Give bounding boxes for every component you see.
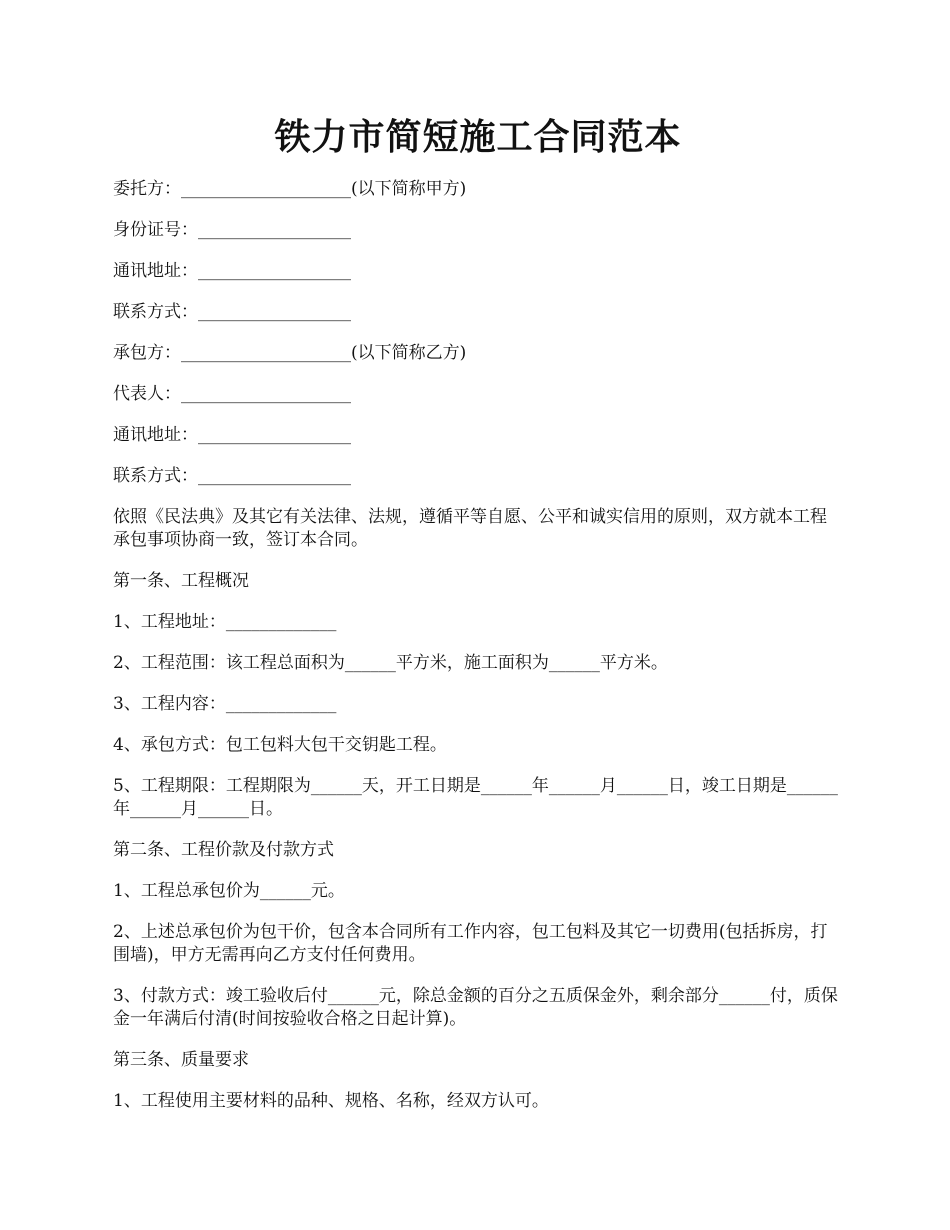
article-2-item-3: 3、付款方式：竣工验收后付______元，除总金额的百分之五质保金外，剩余部分______付，质保金一年满后付清(时间按验收合格之日起计算)。 bbox=[113, 986, 838, 1029]
client-contact-line: 联系方式：__________________ bbox=[113, 302, 351, 322]
article-2-item-2: 2、上述总承包价为包干价，包含本合同所有工作内容，包工包料及其它一切费用(包括拆房，打围墙)，甲方无需再向乙方支付任何费用。 bbox=[113, 922, 828, 965]
document-title: 铁力市简短施工合同范本 bbox=[274, 116, 682, 158]
document-body bbox=[113, 178, 843, 1131]
article-1-item-4: 4、承包方式：包工包料大包干交钥匙工程。 bbox=[113, 735, 447, 755]
article-1-item-1: 1、工程地址：_____________ bbox=[113, 612, 337, 632]
contractor-party-line: 承包方：____________________(以下简称乙方) bbox=[113, 343, 467, 363]
article-1-heading: 第一条、工程概况 bbox=[113, 571, 249, 591]
client-address-line: 通讯地址：__________________ bbox=[113, 261, 351, 281]
article-1-item-3: 3、工程内容：_____________ bbox=[113, 694, 337, 714]
preamble-paragraph: 依照《民法典》及其它有关法律、法规，遵循平等自愿、公平和诚实信用的原则，双方就本工程承包事项协商一致，签订本合同。 bbox=[113, 507, 827, 550]
article-3-heading: 第三条、质量要求 bbox=[113, 1050, 249, 1070]
contractor-contact-line: 联系方式：__________________ bbox=[113, 466, 351, 486]
client-party-line: 委托方：____________________(以下简称甲方) bbox=[113, 179, 467, 199]
contractor-representative-line: 代表人：____________________ bbox=[113, 384, 351, 404]
article-2-heading: 第二条、工程价款及付款方式 bbox=[113, 840, 334, 860]
article-3-item-1: 1、工程使用主要材料的品种、规格、名称，经双方认可。 bbox=[113, 1091, 549, 1111]
client-id-number-line: 身份证号：__________________ bbox=[113, 220, 351, 240]
article-2-item-1: 1、工程总承包价为______元。 bbox=[113, 881, 345, 901]
article-1-item-5: 5、工程期限：工程期限为______天，开工日期是______年______月______日，竣工日期是______年______月______日。 bbox=[113, 776, 838, 819]
contractor-address-line: 通讯地址：__________________ bbox=[113, 425, 351, 445]
article-1-item-2: 2、工程范围：该工程总面积为______平方米，施工面积为______平方米。 bbox=[113, 653, 668, 673]
